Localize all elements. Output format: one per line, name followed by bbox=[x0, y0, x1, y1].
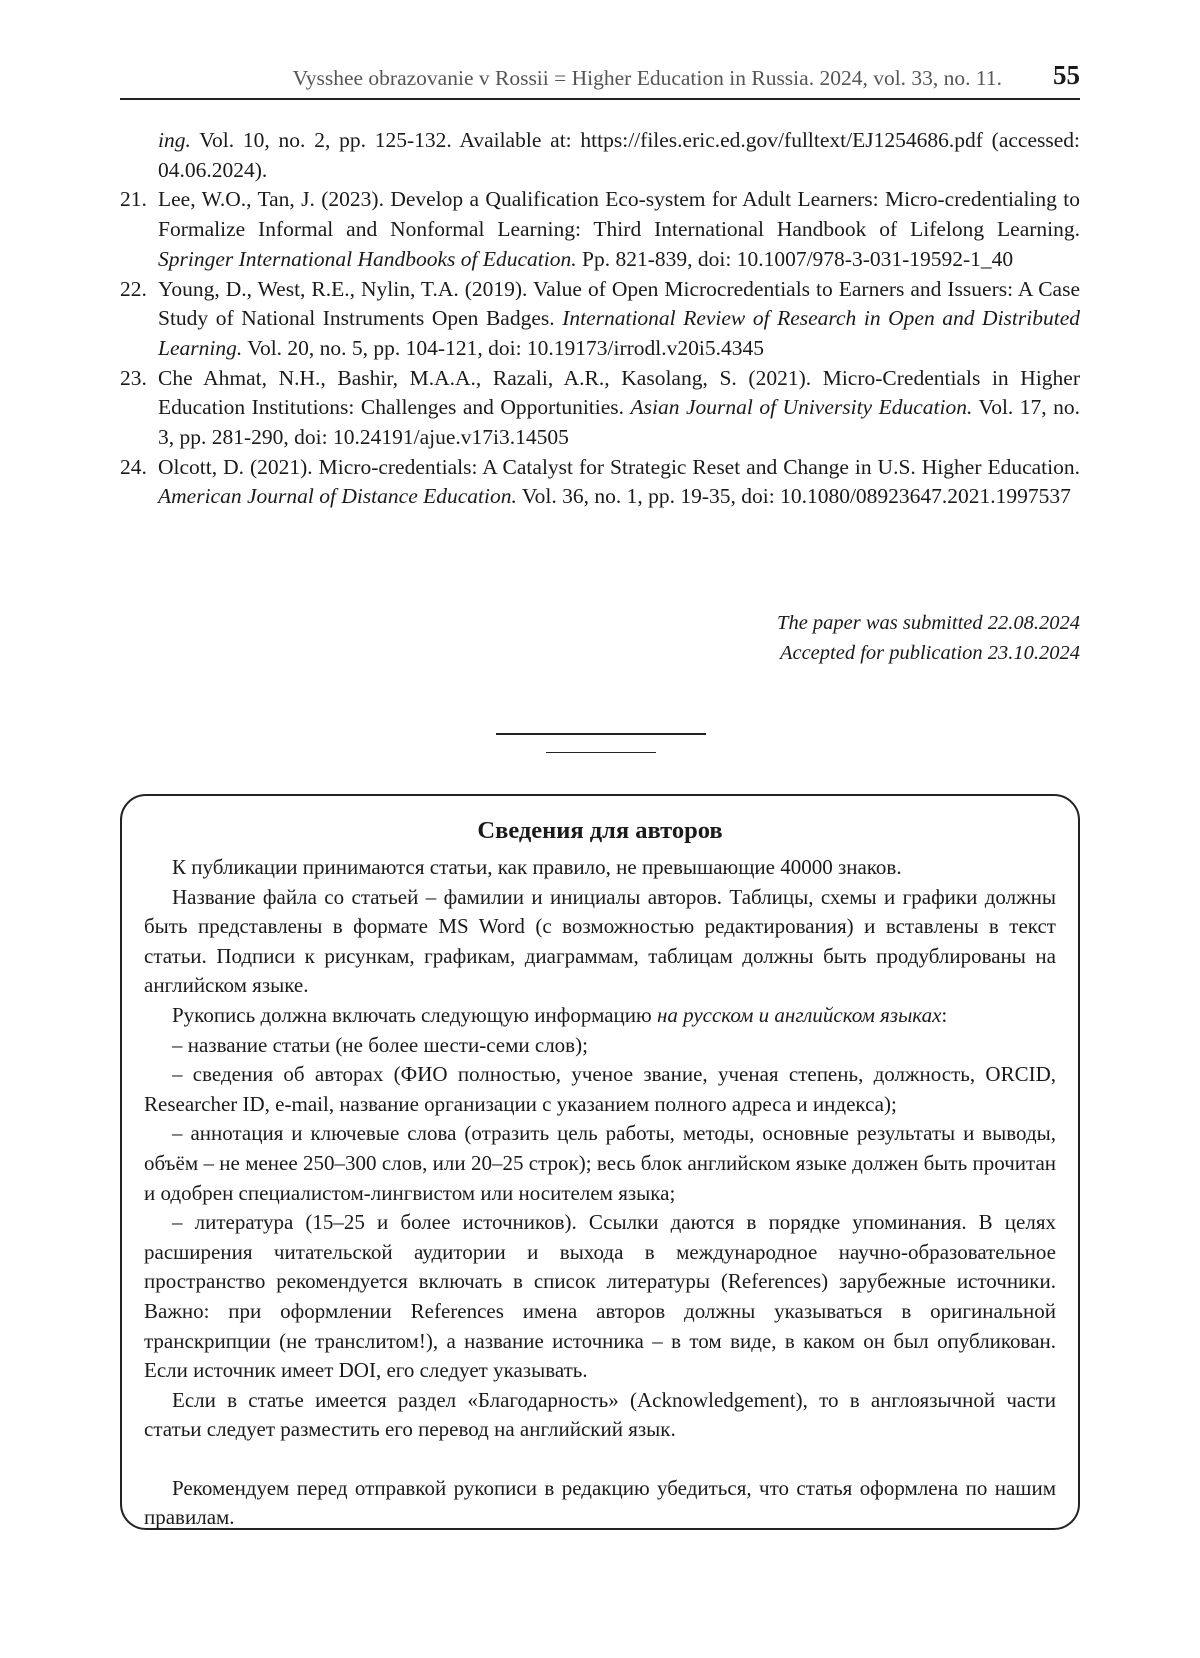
reference-item bbox=[120, 275, 1080, 364]
journal-title: Vysshee obrazovanie v Rossii = Higher Education in Russia. 2024, vol. 33, no. 11. bbox=[292, 66, 1002, 90]
authors-info-paragraph: К публикации принимаются статьи, как правило, не превышающие 40000 знаков. bbox=[172, 855, 902, 879]
reference-text: Young, D., West, R.E., Nylin, T.A. (2019). Value of Open Microcredentials to Earners and Issuers: A Case Study of National Instruments Open Badges. bbox=[158, 276, 1080, 331]
authors-info-paragraph bbox=[144, 1001, 1056, 1031]
requirement-item: – аннотация и ключевые слова (отразить цель работы, методы, основные результаты и выводы, объём – не менее 250–300 слов, или 20–25 строк); весь блок английском языке должен быть прочитан и одобрен специалистом-лингвистом или носителем языка; bbox=[144, 1121, 1056, 1205]
reference-number: 21. bbox=[120, 187, 147, 212]
reference-item bbox=[120, 453, 1080, 512]
reference-source: International Review of Research in Open and Distributed Learning. bbox=[158, 306, 1080, 360]
manuscript-colon: : bbox=[941, 1002, 948, 1027]
reference-source: American Journal of Distance Education. bbox=[158, 484, 517, 509]
separator-line-short bbox=[546, 752, 656, 753]
references-list bbox=[120, 126, 1080, 512]
reference-number: 23. bbox=[120, 365, 147, 390]
reference-details: Vol. 36, no. 1, pp. 19-35, doi: 10.1080/08923647.2021.1997537 bbox=[516, 484, 1071, 509]
reference-item bbox=[120, 364, 1080, 453]
authors-info-paragraph: Если в статье имеется раздел «Благодарность» (Acknowledgement), то в англоязычной части статьи следует разместить его перевод на английский язык. bbox=[144, 1387, 1056, 1442]
reference-italic-lead: ing. bbox=[158, 128, 191, 152]
authors-info-heading: Сведения для авторов bbox=[477, 817, 723, 844]
requirement-item: – сведения об авторах (ФИО полностью, ученое звание, ученая степень, должность, ORCID, Researcher ID, e-mail, название организации с указанием полного адреса и индекса); bbox=[144, 1062, 1056, 1116]
reference-details: Vol. 17, no. 3, pp. 281-290, doi: 10.24191/ajue.v17i3.14505 bbox=[158, 395, 1081, 450]
page-number: 55 bbox=[1053, 60, 1080, 90]
reference-details: Vol. 20, no. 5, pp. 104-121, doi: 10.19173/irrodl.v20i5.4345 bbox=[242, 335, 765, 360]
submission-dates bbox=[777, 608, 1080, 668]
running-header bbox=[120, 62, 1080, 100]
requirement-item: – литература (15–25 и более источников). Ссылки даются в порядке упоминания. В целях расширения читательской аудитории и выхода в международное научно-образовательное пространство рекомендуется включать в список литературы (References) зарубежные источники. Важно: при оформлении References имена авторов должны указываться в оригинальной транскрипции (не транслитом!), а название источника – в том виде, в каком он был опубликован. Если источник имеет DOI, его следует указывать. bbox=[144, 1210, 1056, 1383]
requirement-item: – название статьи (не более шести-семи слов); bbox=[172, 1032, 588, 1057]
submitted-date: The paper was submitted 22.08.2024 bbox=[777, 612, 1080, 634]
authors-info-recommendation: Рекомендуем перед отправкой рукописи в редакцию убедиться, что статья оформлена по нашим правилам. bbox=[144, 1475, 1056, 1530]
reference-source: Springer International Handbooks of Education. bbox=[158, 246, 577, 271]
manuscript-languages: на русском и английском языках bbox=[656, 1002, 942, 1027]
reference-item bbox=[120, 126, 1080, 185]
manuscript-intro: Рукопись должна включать следующую информацию bbox=[172, 1002, 657, 1027]
reference-text: Olcott, D. (2021). Micro-credentials: A Catalyst for Strategic Reset and Change in U.S. Higher Education. bbox=[158, 454, 1080, 479]
accepted-date: Accepted for publication 23.10.2024 bbox=[779, 642, 1080, 664]
reference-number: 24. bbox=[120, 454, 147, 479]
reference-text: Che Ahmat, N.H., Bashir, M.A.A., Razali, A.R., Kasolang, S. (2021). Micro-Credentials in Higher Education Institutions: Challenges and Opportunities. bbox=[158, 365, 1080, 420]
reference-item bbox=[120, 185, 1080, 274]
authors-info-box bbox=[120, 794, 1080, 1530]
reference-source: Asian Journal of University Education. bbox=[630, 395, 973, 420]
separator-line bbox=[496, 733, 706, 735]
reference-number: 22. bbox=[120, 276, 147, 301]
reference-details: Pp. 821-839, doi: 10.1007/978-3-031-19592-1_40 bbox=[576, 246, 1014, 271]
reference-text: Vol. 10, no. 2, pp. 125-132. Available at: https://files.eric.ed.gov/fulltext/EJ1254686.pdf (accessed: 04.06.2024). bbox=[158, 128, 1080, 182]
reference-text: Lee, W.O., Tan, J. (2023). Develop a Qualification Eco-system for Adult Learners: Micro-credentialing to Formalize Informal and Nonformal Learning: Third International Handbook of Lifelong Learning. bbox=[158, 187, 1080, 242]
authors-info-paragraph: Название файла со статьей – фамилии и инициалы авторов. Таблицы, схемы и графики должны быть представлены в формате MS Word (с возможностью редактирования) и вставлены в текст статьи. Подписи к рисункам, графикам, диаграммам, таблицам должны быть продублированы на английском языке. bbox=[144, 884, 1056, 998]
